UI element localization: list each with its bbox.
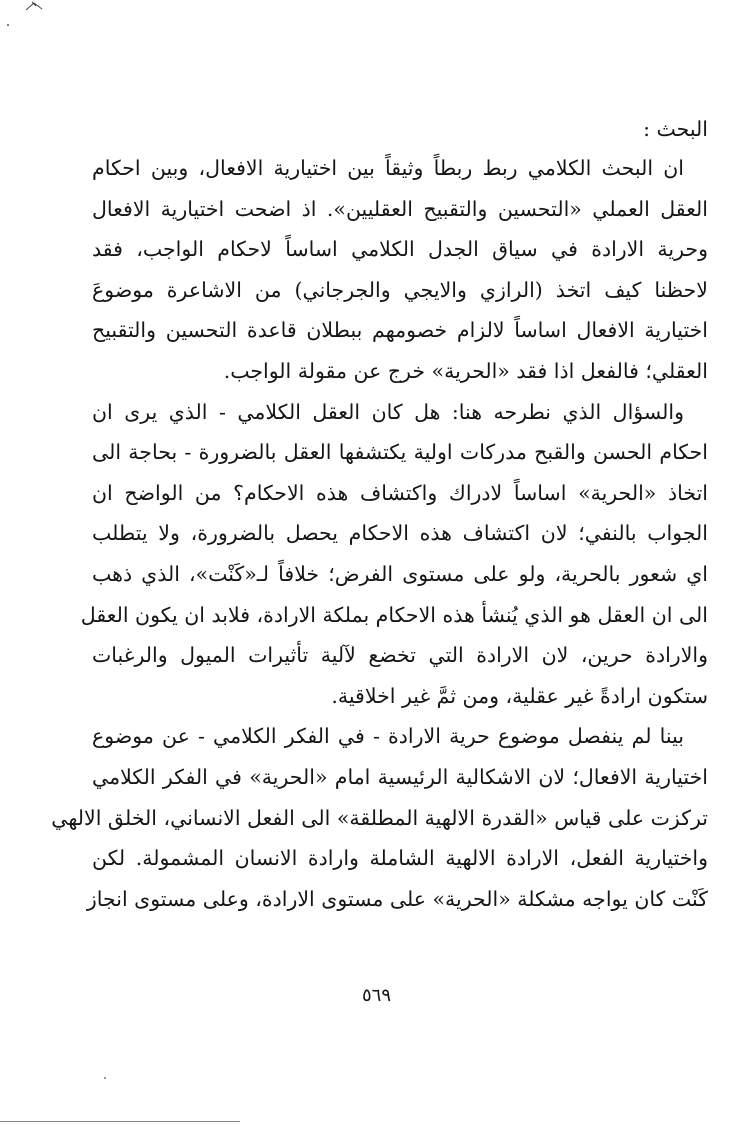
section-heading: البحث : bbox=[643, 117, 708, 141]
text-line: بينا لم ينفصل موضوع حرية الارادة - في الفكر الكلامي - عن موضوع bbox=[92, 724, 684, 749]
text-line: اختيارية الافعال اساساً لالزام خصومهم ببطلان قاعدة التحسين والتقبيح bbox=[92, 318, 708, 343]
scan-speck bbox=[7, 24, 9, 26]
text-line: واختيارية الفعل، الارادة الالهية الشاملة وارادة الانسان المشمولة. لكن bbox=[92, 846, 708, 871]
text-line: العقلي؛ فالفعل اذا فقد «الحرية» خرج عن مقولة الواجب. bbox=[223, 358, 708, 383]
corner-scan-mark bbox=[24, 0, 44, 12]
text-line: ستكون ارادةً غير عقلية، ومن ثمَّ غير اخلاقية. bbox=[331, 683, 708, 708]
text-line: ان البحث الكلامي ربط ربطاً وثيقاً بين اختيارية الافعال، وبين احكام bbox=[92, 156, 684, 180]
text-line: العقل العملي «التحسين والتقبيح العقليين». اذ اضحت اختيارية الافعال bbox=[92, 196, 708, 221]
text-line: كَنْت كان يواجه مشكلة «الحرية» على مستوى الارادة، وعلى مستوى انجاز bbox=[86, 886, 708, 911]
text-line: والارادة حرين، لان الارادة التي تخضع لآلية تأثيرات الميول والرغبات bbox=[92, 643, 708, 668]
scan-edge-line bbox=[0, 1121, 240, 1122]
text-line: تركزت على قياس «القدرة الالهية المطلقة» الى الفعل الانساني، الخلق الالهي bbox=[51, 805, 708, 830]
text-line: الجواب بالنفي؛ لان اكتشاف هذه الاحكام يحصل بالضرورة، ولا يتطلب bbox=[92, 521, 708, 546]
page-number: ٥٦٩ bbox=[361, 985, 391, 1006]
text-line: احكام الحسن والقبح مدركات اولية يكتشفها العقل بالضرورة - بحاجة الى bbox=[92, 440, 708, 465]
text-line: وحرية الارادة في سياق الجدل الكلامي اساساً لاحكام الواجب، فقد bbox=[92, 237, 708, 262]
text-line: اتخاذ «الحرية» اساساً لادراك واكتشاف هذه الاحكام؟ من الواضح ان bbox=[92, 480, 708, 505]
text-line: الى ان العقل هو الذي يُنشأ هذه الاحكام بملكة الارادة، فلابد ان يكون العقل bbox=[80, 602, 708, 627]
text-line: لاحظنا كيف اتخذ (الرازي والايجي والجرجاني) من الاشاعرة موضوعَ bbox=[92, 277, 708, 302]
text-line: اي شعور بالحرية، ولو على مستوى الفرض؛ خلافاً لـ«كَنْت»، الذي ذهب bbox=[92, 561, 708, 586]
scan-speck bbox=[104, 1077, 106, 1079]
text-line: اختيارية الافعال؛ لان الاشكالية الرئيسية امام «الحرية» في الفكر الكلامي bbox=[92, 764, 708, 789]
body-text bbox=[51, 110, 708, 919]
text-line: والسؤال الذي نطرحه هنا: هل كان العقل الكلامي - الذي يرى ان bbox=[92, 399, 684, 424]
